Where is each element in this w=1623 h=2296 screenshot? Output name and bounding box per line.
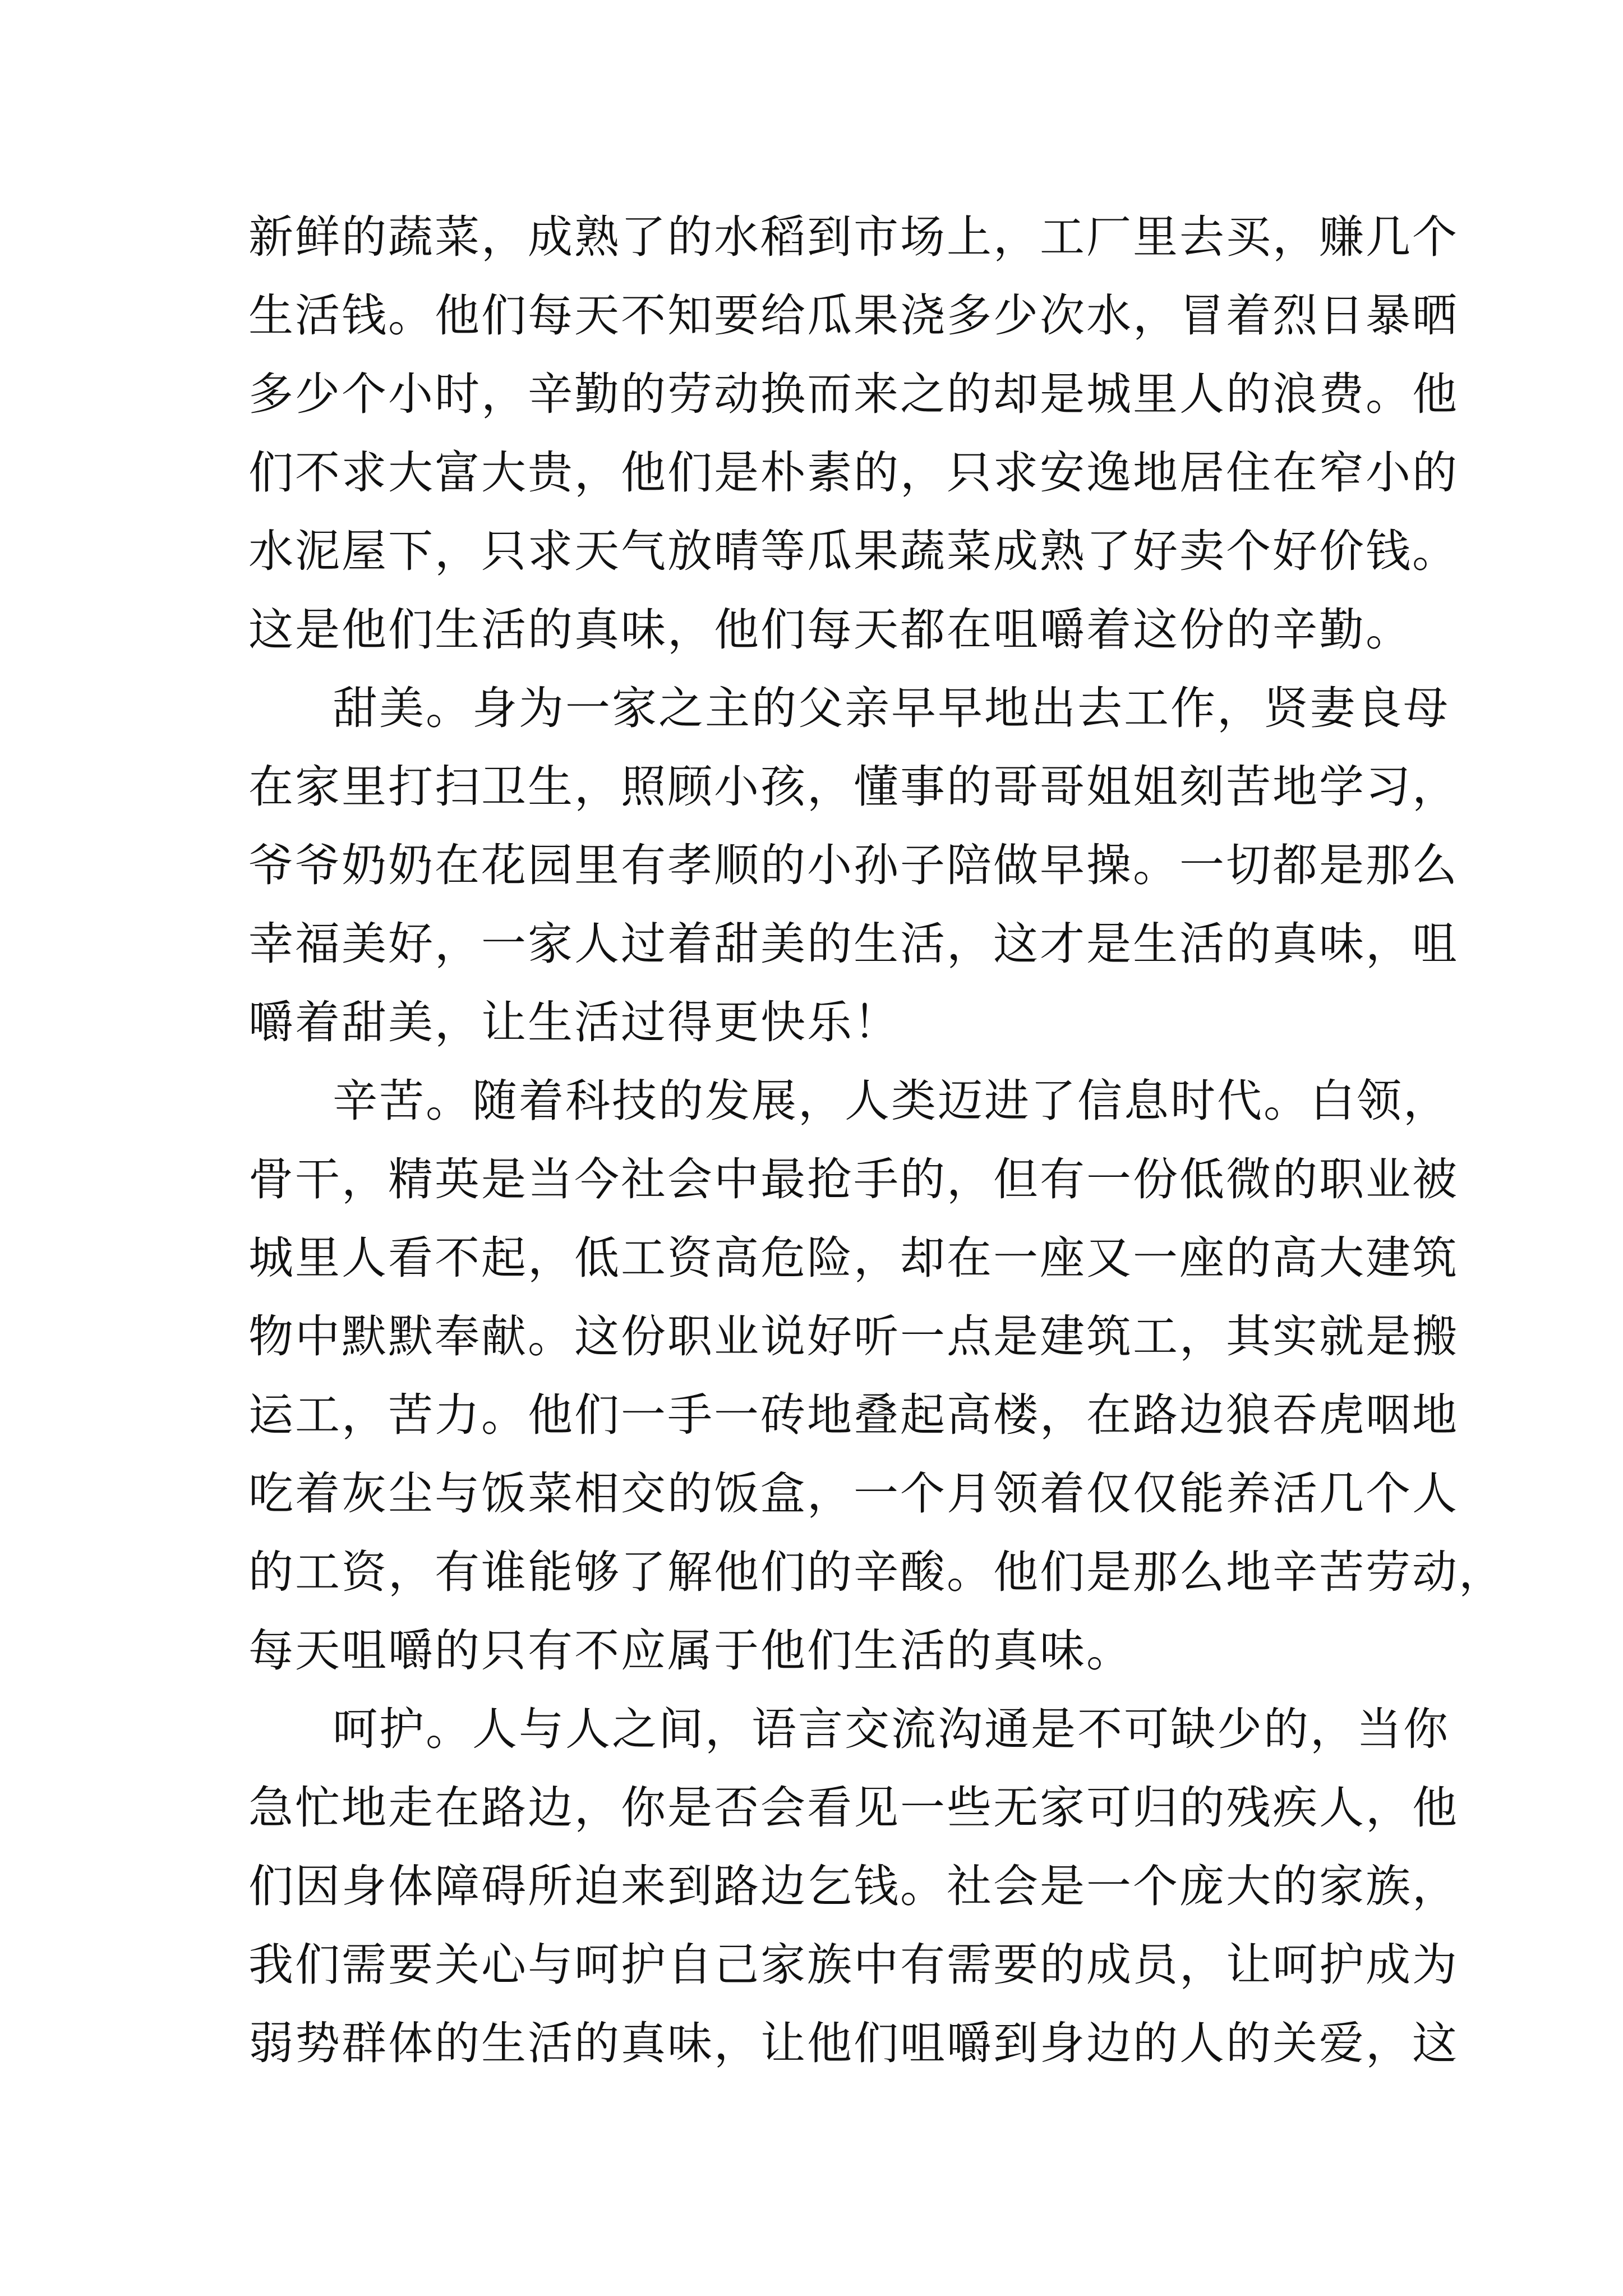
text-line: 我们需要关心与呵护自己家族中有需要的成员，让呵护成为 [248, 1939, 1459, 1991]
text-line: 骨干，精英是当今社会中最抢手的，但有一份低微的职业被 [248, 1153, 1459, 1205]
paragraph-first-line: 辛苦。随着科技的发展，人类迈进了信息时代。白领， [333, 1075, 1450, 1127]
text-line: 爷爷奶奶在花园里有孝顺的小孙子陪做早操。一切都是那么 [248, 839, 1459, 891]
text-line: 水泥屋下，只求天气放晴等瓜果蔬菜成熟了好卖个好价钱。 [248, 525, 1459, 577]
text-line: 嚼着甜美，让生活过得更快乐！ [248, 996, 900, 1048]
text-line: 多少个小时，辛勤的劳动换而来之的却是城里人的浪费。他 [248, 368, 1459, 420]
text-line: 每天咀嚼的只有不应属于他们生活的真味。 [248, 1625, 1133, 1677]
text-line: 物中默默奉献。这份职业说好听一点是建筑工，其实就是搬 [248, 1310, 1459, 1363]
text-line: 弱势群体的生活的真味，让他们咀嚼到身边的人的关爱，这 [248, 2017, 1459, 2069]
text-line: 运工，苦力。他们一手一砖地叠起高楼，在路边狼吞虎咽地 [248, 1389, 1459, 1441]
text-line: 们因身体障碍所迫来到路边乞钱。社会是一个庞大的家族， [248, 1860, 1459, 1912]
paragraph-first-line: 呵护。人与人之间，语言交流沟通是不可缺少的，当你 [333, 1703, 1450, 1755]
text-line: 新鲜的蔬菜，成熟了的水稻到市场上，工厂里去买，赚几个 [248, 211, 1459, 263]
paragraph-first-line: 甜美。身为一家之主的父亲早早地出去工作，贤妻良母 [333, 682, 1450, 734]
text-line: 在家里打扫卫生，照顾小孩，懂事的哥哥姐姐刻苦地学习， [248, 761, 1459, 813]
text-line: 生活钱。他们每天不知要给瓜果浇多少次水，冒着烈日暴晒 [248, 289, 1459, 342]
body-text [248, 198, 1505, 2083]
text-line: 这是他们生活的真味，他们每天都在咀嚼着这份的辛勤。 [248, 604, 1412, 656]
text-line: 急忙地走在路边，你是否会看见一些无家可归的残疾人，他 [248, 1782, 1459, 1834]
text-line: 们不求大富大贵，他们是朴素的，只求安逸地居住在窄小的 [248, 447, 1459, 499]
text-line: 幸福美好，一家人过着甜美的生活，这才是生活的真味，咀 [248, 918, 1459, 970]
text-line: 的工资，有谁能够了解他们的辛酸。他们是那么地辛苦劳动， [248, 1546, 1505, 1598]
text-line: 吃着灰尘与饭菜相交的饭盒，一个月领着仅仅能养活几个人 [248, 1467, 1459, 1520]
text-line: 城里人看不起，低工资高危险，却在一座又一座的高大建筑 [248, 1232, 1459, 1284]
